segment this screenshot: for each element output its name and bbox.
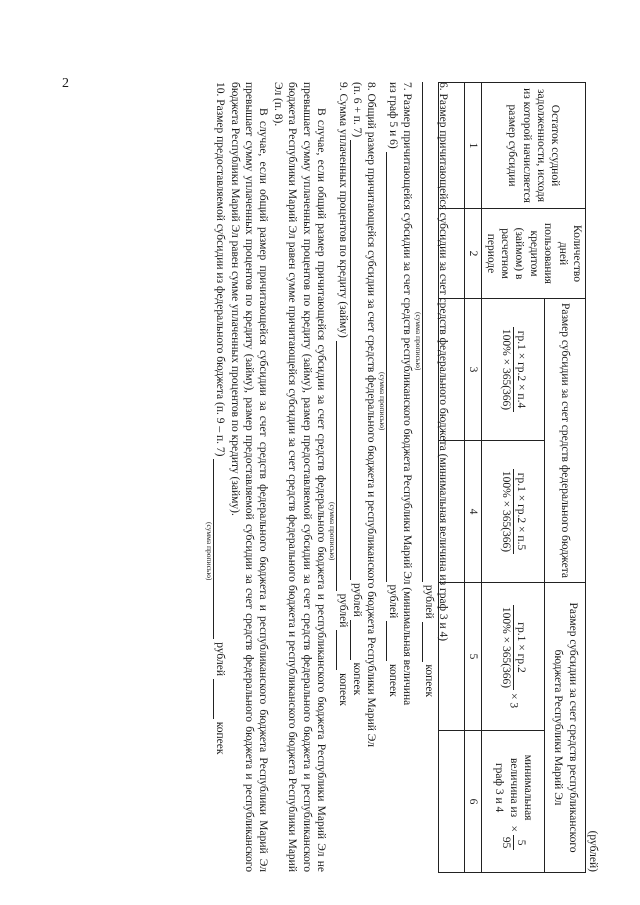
formula-col4-denominator: 100% × 365(366)	[499, 470, 512, 553]
item-10-hint: (сумма прописью)	[205, 522, 215, 581]
paragraph-case-2: В случае, если общий размер причитающейся субсидии за счет средств федерального бюджета и республиканского бюджета Республики Марий Эл превышает сумму уплаченных процентов по кредиту (займу), размер предоставляемой субсидии за счет средств федерального бюджета и республиканского бюджета Республики Марий Эл равен сумме уплаченных процентов по кредиту (займу).	[228, 82, 270, 872]
item-10-rub: рублей	[214, 642, 227, 676]
item-8-text-b: (п. 6 + п. 7)	[351, 82, 363, 138]
item-9-hint: (сумма прописью)	[328, 502, 337, 561]
formula-col6-denominator: 95	[499, 836, 512, 849]
formula-col6	[482, 731, 545, 873]
formula-col6-text: минимальная величина из граф 3 и 4	[493, 754, 534, 821]
item-8-kop-line	[350, 620, 362, 660]
item-10-words-line	[213, 459, 225, 639]
item-9	[328, 82, 350, 872]
item-8-rub: рублей	[351, 582, 363, 617]
item-10	[205, 82, 227, 872]
item-6-kop: копеек	[423, 664, 435, 698]
item-9-kop: копеек	[337, 673, 349, 706]
item-9-rub: рублей	[337, 593, 349, 628]
item-10-text: 10. Размер предоставляемой субсидии из федерального бюджета (п. 9 – п. 7)	[214, 82, 227, 457]
document-body	[205, 82, 450, 872]
formula-col3-denominator: 100% × 365(366)	[499, 328, 512, 411]
header-republic: Размер субсидии за счет средств республиканского бюджета Республики Марий Эл	[545, 583, 586, 873]
column-number: 2	[465, 209, 482, 299]
header-federal: Размер субсидии за счет средств федерального бюджета	[545, 299, 586, 583]
page-number: 2	[62, 76, 69, 91]
item-6-amount	[414, 82, 436, 872]
item-8-kop: копеек	[351, 662, 363, 696]
formula-col5-denominator: 100% × 365(366)	[499, 606, 512, 689]
item-8-amount	[350, 82, 364, 872]
item-7-text-b: из граф 5 и 6)	[387, 82, 399, 149]
formula-col6-numerator: 5	[513, 835, 528, 851]
formula-col5-numerator: гр.1 × гр.2	[513, 605, 528, 690]
item-7	[400, 82, 414, 872]
item-8	[364, 82, 378, 872]
item-7-words-line	[386, 152, 398, 582]
item-6-words-line	[422, 82, 434, 582]
item-8-words-line	[350, 140, 362, 580]
item-7-rub: рублей	[387, 584, 399, 619]
item-10-kop-line	[213, 679, 225, 719]
formula-col6-multiplier: ×	[507, 825, 520, 832]
document-sheet	[120, 82, 600, 872]
item-7-amount	[378, 82, 400, 872]
item-6	[436, 82, 450, 872]
header-days: Количество дней пользования кредитом (займом) в расчетном периоде	[482, 209, 586, 299]
item-7-hint: (сумма прописью)	[378, 372, 387, 431]
item-9-text: 9. Сумма уплаченных процентов по кредиту (займу)	[337, 82, 349, 338]
formula-col3	[482, 299, 545, 441]
item-6-rub: рублей	[423, 584, 435, 619]
column-number: 3	[465, 299, 482, 441]
item-6-kop-line	[422, 622, 434, 662]
column-number: 5	[465, 583, 482, 731]
formula-col4	[482, 441, 545, 583]
column-number: 4	[465, 441, 482, 583]
item-6-text: 6. Размер причитающейся субсидии за счет средств федерального бюджета (минимальная величина из граф 3 и 4)	[437, 82, 449, 642]
item-9-kop-line	[336, 630, 348, 670]
header-balance: Остаток ссудной задолженности, исходя из которой начисляется размер субсидии	[482, 83, 586, 209]
formula-col5-multiplier: × 3	[507, 692, 520, 709]
formula-col4-numerator: гр.1 × гр.2 × п.5	[513, 469, 528, 554]
item-8-text-a: 8. Общий размер причитающейся субсидии за счет средств федерального бюджета и республиканского бюджета Республики Марий Эл	[365, 82, 377, 747]
formula-col5	[482, 583, 545, 731]
item-10-kop: копеек	[214, 721, 227, 755]
column-number: 6	[465, 731, 482, 873]
units-label: (рублей)	[587, 830, 599, 872]
item-9-words-line	[336, 341, 348, 591]
formula-col3-numerator: гр.1 × гр.2 × п.4	[513, 327, 528, 412]
item-6-hint: (сумма прописью)	[414, 312, 423, 371]
paragraph-case-1: В случае, если общий размер причитающейся субсидии за счет средств федерального бюджета и республиканского бюджета Республики Марий Эл не превышает сумму уплаченных процентов по кредиту (займу), размер предоставляемой субсидии за счет средств федерального бюджета и республиканского бюджета Республики Марий Эл равен сумме причитающейся субсидии за счет средств федерального бюджета и республиканского бюджета Республики Марий Эл (п. 8).	[271, 82, 327, 872]
column-number: 1	[465, 83, 482, 209]
item-7-text-a: 7. Размер причитающейся субсидии за счет средств республиканского бюджета Республики Марий Эл (минимальная величина	[401, 82, 413, 706]
item-7-kop: копеек	[387, 663, 399, 697]
subsidy-calculation-table	[438, 82, 586, 873]
item-7-kop-line	[386, 621, 398, 661]
